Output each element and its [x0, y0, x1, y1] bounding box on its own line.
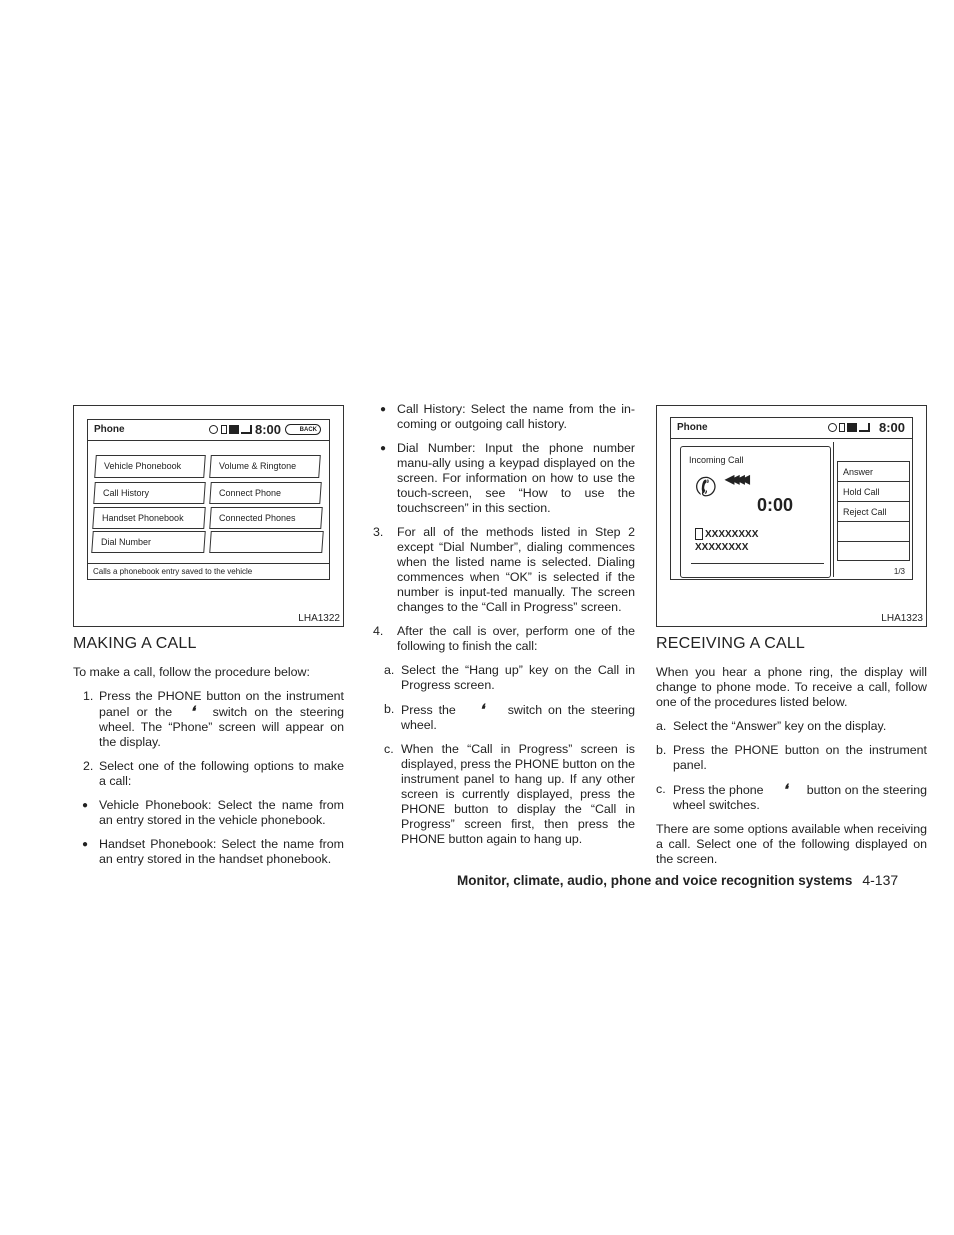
divider — [833, 442, 834, 577]
figure-code: LHA1322 — [298, 613, 340, 624]
screen-header — [88, 420, 329, 441]
step-4b: b. Press the ❛ switch on the steering wheel. — [384, 701, 635, 732]
caller-number: XXXXXXXX — [705, 529, 759, 540]
screen-title: Phone — [677, 422, 708, 433]
bluetooth-icon — [828, 423, 837, 432]
bullet-call-history: ● Call History: Select the name from the in-coming or outgoing call history. — [380, 402, 635, 431]
connected-phones-key[interactable]: Connected Phones — [209, 507, 323, 529]
phone-status-icon — [839, 423, 845, 432]
bullet-handset-phonebook: ● Handset Phonebook: Select the name from an entry stored in the handset phonebook. — [82, 837, 344, 866]
status-line: Calls a phonebook entry saved to the vehicle — [88, 563, 329, 579]
page-number: 4-137 — [862, 872, 899, 888]
phone-menu-screen — [87, 419, 330, 580]
empty-key — [209, 531, 324, 553]
intro-text: To make a call, follow the procedure below: — [73, 665, 310, 679]
section-title: Monitor, climate, audio, phone and voice recognition systems — [457, 873, 853, 888]
step-1: 1. Press the PHONE button on the instrument panel or the ❛ switch on the steering wheel. The “Phone” screen will appear on the display. — [83, 689, 344, 749]
phone-switch-icon: ❛ — [479, 701, 485, 717]
receive-step-a: a. Select the “Answer” key on the display. — [656, 719, 887, 733]
hold-call-key[interactable]: Hold Call — [837, 481, 910, 501]
receive-step-c: c. Press the phone ❛ button on the steering wheel switches. — [656, 781, 927, 812]
mobile-icon — [695, 528, 703, 540]
screen-header — [671, 418, 912, 439]
phone-menu-figure — [73, 405, 344, 627]
making-a-call-heading: MAKING A CALL — [73, 635, 197, 652]
bullet-vehicle-phonebook: ● Vehicle Phonebook: Select the name from an entry stored in the vehicle phonebook. — [82, 798, 344, 827]
clock: 8:00 — [879, 420, 906, 435]
reject-call-key[interactable]: Reject Call — [837, 501, 910, 521]
call-info-panel — [680, 446, 831, 578]
step-3: 3. For all of the methods listed in Step 2 except “Dial Number”, dialing commences when the listed name is selected. Dialing commences when “OK” is selected if the number is input-ted manually. The screen changes to the “Call in Progress” screen. — [373, 525, 635, 614]
receiving-outro: There are some options available when receiving a call. Select one of the following displayed on the screen. — [656, 822, 927, 866]
incoming-call-label: Incoming Call — [689, 455, 744, 465]
screen-title: Phone — [94, 424, 125, 435]
handset-icon: ✆ — [691, 469, 721, 505]
page-footer — [457, 872, 898, 888]
bluetooth-icon — [209, 425, 218, 434]
incoming-call-screen — [670, 417, 913, 580]
call-history-key[interactable]: Call History — [93, 482, 206, 504]
phone-switch-icon: ❛ — [190, 703, 195, 719]
answer-key[interactable]: Answer — [837, 461, 910, 481]
phone-button-icon: ❛ — [782, 781, 788, 797]
bullet-dial-number: ● Dial Number: Input the phone number manu-ally using a keypad displayed on the screen. For information on how to use the touch-screen, see “How to use the touchscreen” in this section. — [380, 441, 635, 515]
receiving-intro: When you hear a phone ring, the display will change to phone mode. To receive a call, follow one of the procedures listed below. — [656, 665, 927, 709]
battery-icon — [847, 423, 857, 432]
caller-name: XXXXXXXX — [695, 542, 749, 553]
middle-column — [371, 402, 635, 856]
empty-key — [837, 521, 910, 541]
receive-step-b: b. Press the PHONE button on the instrument panel. — [656, 743, 927, 772]
clock: 8:00 — [255, 422, 282, 437]
connect-phone-key[interactable]: Connect Phone — [209, 482, 322, 504]
vehicle-phonebook-key[interactable]: Vehicle Phonebook — [94, 455, 206, 478]
call-timer: 0:00 — [757, 495, 794, 515]
incoming-call-figure — [656, 405, 927, 627]
battery-icon — [229, 425, 239, 434]
right-column — [656, 400, 927, 867]
handset-phonebook-key[interactable]: Handset Phonebook — [92, 507, 206, 529]
divider — [691, 563, 824, 564]
phone-status-icon — [221, 425, 227, 434]
step-4a: a. Select the “Hang up” key on the Call in Progress screen. — [384, 663, 635, 692]
volume-ringtone-key[interactable]: Volume & Ringtone — [209, 455, 321, 478]
receiving-a-call-heading: RECEIVING A CALL — [656, 635, 806, 652]
back-button[interactable]: BACK — [285, 424, 321, 435]
signal-icon — [859, 423, 870, 432]
step-4: 4. After the call is over, perform one of the following to finish the call: — [373, 624, 635, 653]
left-column — [73, 400, 344, 876]
page-indicator: 1/3 — [893, 567, 905, 576]
step-2: 2. Select one of the following options to make a call: — [83, 759, 344, 788]
empty-key — [837, 541, 910, 561]
step-4c: c. When the “Call in Progress” screen is displayed, press the PHONE button on the instrument panel to hang up. If any other screen is currently displayed, press the PHONE button to display the “Call in Progress” screen first, then press the PHONE button again to hang up. — [384, 742, 635, 846]
ringing-arrows-icon: ◀◀◀◀ — [725, 472, 746, 486]
figure-code: LHA1323 — [881, 613, 923, 624]
signal-icon — [241, 425, 252, 434]
dial-number-key[interactable]: Dial Number — [91, 531, 206, 553]
